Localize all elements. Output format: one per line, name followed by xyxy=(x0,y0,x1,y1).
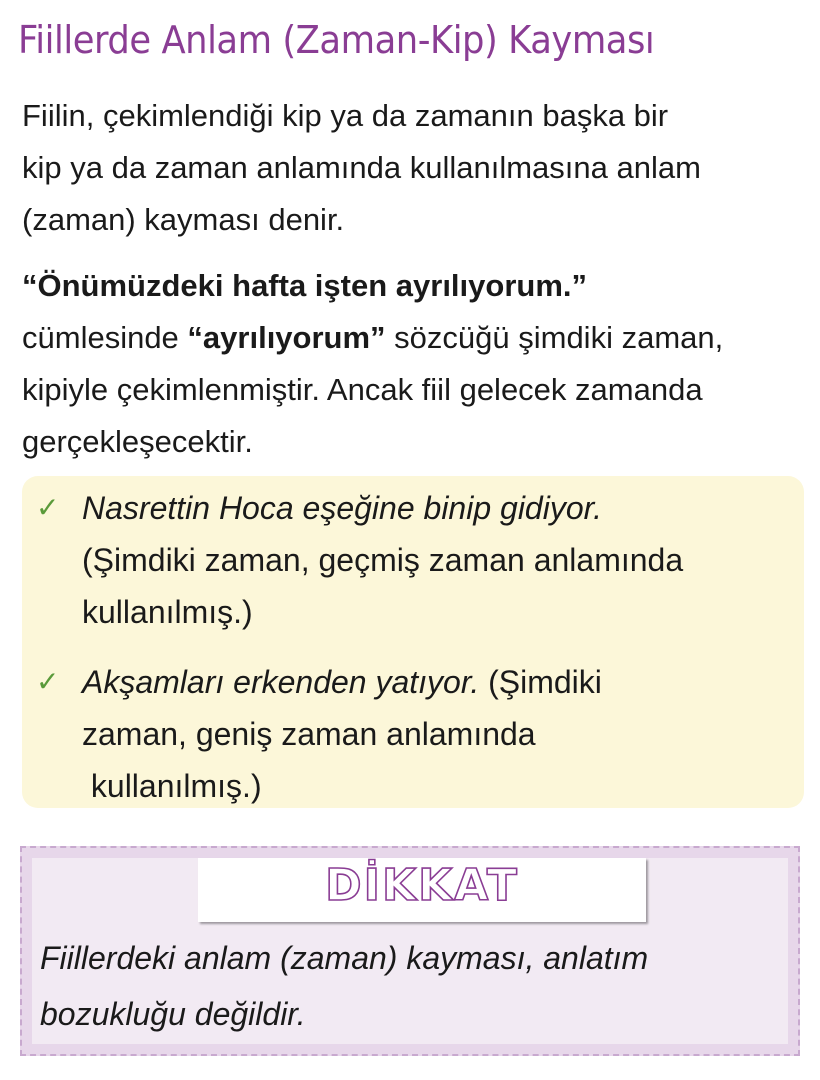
example-note: kullanılmış.) xyxy=(82,768,262,804)
explanation-text: kipiyle çekimlenmiştir. Ancak fiil gelecek zamanda xyxy=(22,372,703,407)
dikkat-tab xyxy=(198,858,646,922)
dikkat-box xyxy=(20,846,800,1056)
example-explanation xyxy=(22,260,812,468)
example-text xyxy=(82,656,797,812)
explanation-text: cümlesinde xyxy=(22,320,188,355)
definition-line: kip ya da zaman anlamında kullanılmasına anlam xyxy=(22,150,701,185)
example-sentence: Nasrettin Hoca eşeğine binip gidiyor. xyxy=(82,490,602,526)
dikkat-inner-panel xyxy=(32,858,788,1044)
dikkat-text-line: Fiillerdeki anlam (zaman) kayması, anlatım xyxy=(40,940,649,976)
dikkat-text xyxy=(40,930,780,1042)
example-text xyxy=(82,482,797,638)
dikkat-label: DİKKAT xyxy=(325,860,519,911)
highlighted-word: “ayrılıyorum” xyxy=(187,320,386,355)
example-sentence: Akşamları erkenden yatıyor. xyxy=(82,664,480,700)
example-note: (Şimdiki xyxy=(479,664,602,700)
explanation-text: gerçekleşecektir. xyxy=(22,424,253,459)
example-note: kullanılmış.) xyxy=(82,594,253,630)
check-icon: ✓ xyxy=(36,666,60,697)
example-quote: “Önümüzdeki hafta işten ayrılıyorum.” xyxy=(22,268,588,303)
check-icon: ✓ xyxy=(36,492,60,523)
dikkat-text-line: bozukluğu değildir. xyxy=(40,996,306,1032)
explanation-text: sözcüğü şimdiki zaman, xyxy=(385,320,724,355)
definition-paragraph xyxy=(22,90,812,246)
example-note: zaman, geniş zaman anlamında xyxy=(82,716,536,752)
definition-line: (zaman) kayması denir. xyxy=(22,202,345,237)
definition-line: Fiilin, çekimlendiği kip ya da zamanın başka bir xyxy=(22,98,669,133)
examples-box xyxy=(22,476,804,808)
section-title: Fiillerde Anlam (Zaman-Kip) Kayması xyxy=(18,18,655,62)
example-note: (Şimdiki zaman, geçmiş zaman anlamında xyxy=(82,542,684,578)
